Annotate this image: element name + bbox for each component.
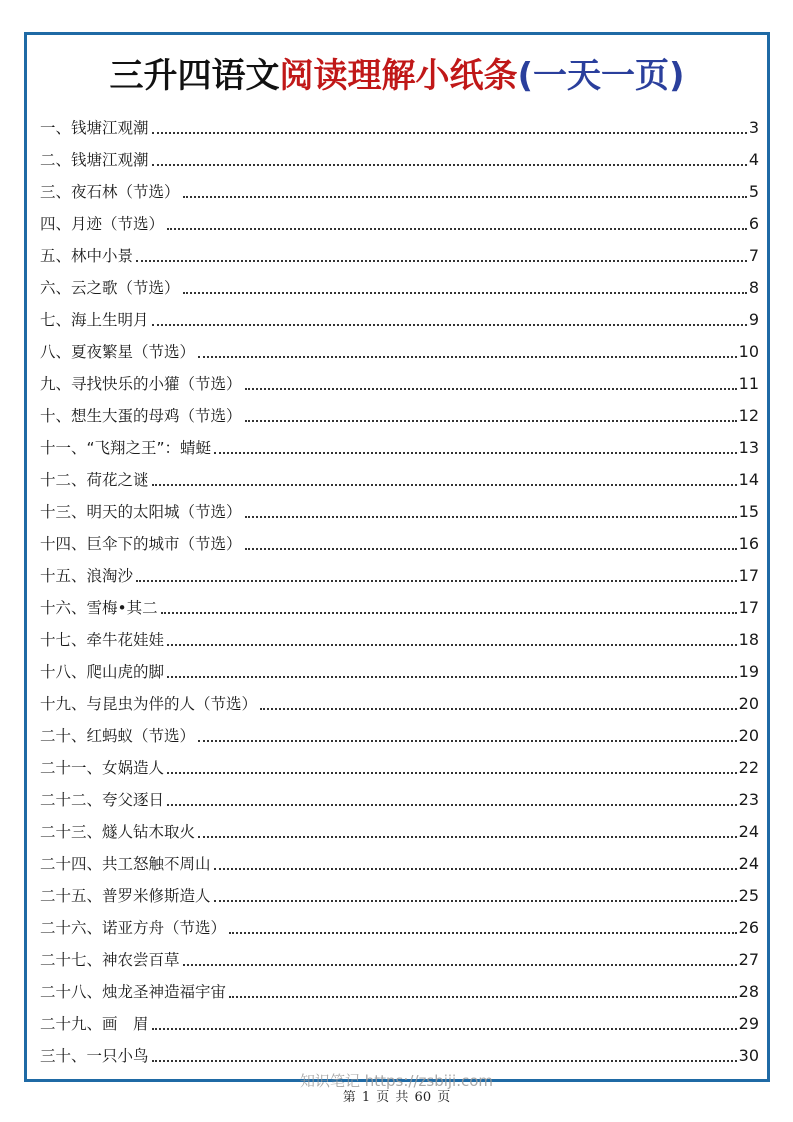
toc-entry-title: 十九、与昆虫为伴的人（节选） bbox=[40, 695, 258, 713]
dot-leader bbox=[167, 227, 747, 230]
dot-leader bbox=[183, 963, 737, 966]
dot-leader bbox=[183, 195, 747, 198]
toc-entry[interactable] bbox=[40, 175, 759, 207]
toc-entry-page-number: 24 bbox=[738, 853, 759, 873]
toc-entry-title: 十二、荷花之谜 bbox=[40, 471, 149, 489]
dot-leader bbox=[245, 419, 737, 422]
toc-entry-title: 十一、“飞翔之王”：蜻蜓 bbox=[40, 439, 212, 457]
toc-entry-title: 六、云之歌（节选） bbox=[40, 279, 180, 297]
toc-entry-page-number: 24 bbox=[738, 821, 759, 841]
toc-entry-title: 十六、雪梅•其二 bbox=[40, 599, 158, 617]
toc-entry[interactable] bbox=[40, 943, 759, 975]
toc-entry[interactable] bbox=[40, 143, 759, 175]
toc-entry-page-number: 18 bbox=[738, 629, 759, 649]
toc-entry-title: 九、寻找快乐的小獾（节选） bbox=[40, 375, 242, 393]
toc-entry-page-number: 9 bbox=[748, 309, 759, 329]
dot-leader bbox=[161, 611, 737, 614]
toc-entry-title: 二十七、神农尝百草 bbox=[40, 951, 180, 969]
title-frequency: (一天一页) bbox=[517, 56, 685, 96]
dot-leader bbox=[214, 867, 737, 870]
toc-entry-title: 七、海上生明月 bbox=[40, 311, 149, 329]
toc-entry[interactable] bbox=[40, 751, 759, 783]
toc-entry[interactable] bbox=[40, 783, 759, 815]
toc-entry-page-number: 17 bbox=[738, 565, 759, 585]
dot-leader bbox=[260, 707, 737, 710]
toc-entry-title: 二十九、画 眉 bbox=[40, 1015, 149, 1033]
toc-entry-title: 八、夏夜繁星（节选） bbox=[40, 343, 196, 361]
toc-entry-page-number: 20 bbox=[738, 725, 759, 745]
dot-leader bbox=[214, 899, 737, 902]
toc-entry-page-number: 22 bbox=[738, 757, 759, 777]
dot-leader bbox=[214, 451, 737, 454]
table-of-contents bbox=[40, 111, 759, 1071]
toc-entry[interactable] bbox=[40, 335, 759, 367]
dot-leader bbox=[183, 291, 747, 294]
toc-entry-title: 二十八、烛龙圣神造福宇宙 bbox=[40, 983, 227, 1001]
watermark: 知识笔记 https://zsbiji.com bbox=[299, 1072, 494, 1090]
toc-entry-page-number: 28 bbox=[738, 981, 759, 1001]
toc-entry[interactable] bbox=[40, 303, 759, 335]
toc-entry-title: 十四、巨伞下的城市（节选） bbox=[40, 535, 242, 553]
dot-leader bbox=[245, 515, 737, 518]
toc-entry-title: 二十五、普罗米修斯造人 bbox=[40, 887, 211, 905]
toc-entry-page-number: 4 bbox=[748, 149, 759, 169]
toc-entry-page-number: 27 bbox=[738, 949, 759, 969]
toc-entry-title: 二、钱塘江观潮 bbox=[40, 151, 149, 169]
toc-entry-title: 十、想生大蛋的母鸡（节选） bbox=[40, 407, 242, 425]
toc-entry-page-number: 23 bbox=[738, 789, 759, 809]
toc-entry-title: 一、钱塘江观潮 bbox=[40, 119, 149, 137]
toc-entry[interactable] bbox=[40, 399, 759, 431]
toc-entry-title: 二十四、共工怒触不周山 bbox=[40, 855, 211, 873]
toc-entry[interactable] bbox=[40, 847, 759, 879]
toc-entry[interactable] bbox=[40, 495, 759, 527]
dot-leader bbox=[152, 1027, 737, 1030]
toc-entry[interactable] bbox=[40, 719, 759, 751]
toc-entry-page-number: 19 bbox=[738, 661, 759, 681]
dot-leader bbox=[152, 1059, 737, 1062]
dot-leader bbox=[167, 771, 737, 774]
toc-entry-page-number: 10 bbox=[738, 341, 759, 361]
toc-entry[interactable] bbox=[40, 239, 759, 271]
toc-entry-page-number: 7 bbox=[748, 245, 759, 265]
toc-entry[interactable] bbox=[40, 431, 759, 463]
toc-entry-title: 十七、牵牛花娃娃 bbox=[40, 631, 165, 649]
toc-entry-page-number: 15 bbox=[738, 501, 759, 521]
toc-entry[interactable] bbox=[40, 271, 759, 303]
toc-entry-page-number: 11 bbox=[738, 373, 759, 393]
toc-entry[interactable] bbox=[40, 527, 759, 559]
toc-entry-title: 二十、红蚂蚁（节选） bbox=[40, 727, 196, 745]
title-grade: 三升四语文 bbox=[109, 56, 280, 96]
toc-entry[interactable] bbox=[40, 1007, 759, 1039]
toc-entry[interactable] bbox=[40, 687, 759, 719]
toc-entry-title: 三、夜石林（节选） bbox=[40, 183, 180, 201]
toc-entry-page-number: 30 bbox=[738, 1045, 759, 1065]
dot-leader bbox=[167, 643, 737, 646]
toc-entry-title: 二十二、夸父逐日 bbox=[40, 791, 165, 809]
toc-entry-title: 五、林中小景 bbox=[40, 247, 134, 265]
toc-entry-page-number: 16 bbox=[738, 533, 759, 553]
toc-entry-page-number: 29 bbox=[738, 1013, 759, 1033]
page-frame bbox=[24, 32, 770, 1082]
toc-entry-title: 二十三、燧人钻木取火 bbox=[40, 823, 196, 841]
toc-entry[interactable] bbox=[40, 623, 759, 655]
page-title bbox=[27, 53, 767, 99]
toc-entry-title: 二十一、女娲造人 bbox=[40, 759, 165, 777]
toc-entry[interactable] bbox=[40, 367, 759, 399]
toc-entry[interactable] bbox=[40, 879, 759, 911]
toc-entry-page-number: 6 bbox=[748, 213, 759, 233]
dot-leader bbox=[229, 995, 737, 998]
dot-leader bbox=[167, 803, 737, 806]
toc-entry[interactable] bbox=[40, 591, 759, 623]
toc-entry[interactable] bbox=[40, 975, 759, 1007]
toc-entry-title: 二十六、诺亚方舟（节选） bbox=[40, 919, 227, 937]
toc-entry-page-number: 3 bbox=[748, 117, 759, 137]
toc-entry-title: 四、月迹（节选） bbox=[40, 215, 165, 233]
toc-entry[interactable] bbox=[40, 1039, 759, 1071]
toc-entry[interactable] bbox=[40, 463, 759, 495]
toc-entry-page-number: 20 bbox=[738, 693, 759, 713]
toc-entry-page-number: 26 bbox=[738, 917, 759, 937]
toc-entry[interactable] bbox=[40, 815, 759, 847]
title-subject: 阅读理解小纸条 bbox=[279, 56, 518, 96]
toc-entry-page-number: 12 bbox=[738, 405, 759, 425]
dot-leader bbox=[167, 675, 737, 678]
toc-entry[interactable] bbox=[40, 655, 759, 687]
toc-entry-title: 三十、一只小鸟 bbox=[40, 1047, 149, 1065]
dot-leader bbox=[198, 355, 737, 358]
toc-entry-page-number: 8 bbox=[748, 277, 759, 297]
page-footer: 第 1 页 共 60 页 bbox=[342, 1090, 451, 1105]
toc-entry-page-number: 5 bbox=[748, 181, 759, 201]
dot-leader bbox=[136, 259, 747, 262]
dot-leader bbox=[136, 579, 737, 582]
dot-leader bbox=[152, 163, 747, 166]
toc-entry-title: 十三、明天的太阳城（节选） bbox=[40, 503, 242, 521]
dot-leader bbox=[152, 483, 737, 486]
toc-entry[interactable] bbox=[40, 111, 759, 143]
dot-leader bbox=[152, 131, 747, 134]
toc-entry[interactable] bbox=[40, 207, 759, 239]
toc-entry-title: 十八、爬山虎的脚 bbox=[40, 663, 165, 681]
dot-leader bbox=[229, 931, 737, 934]
toc-entry-page-number: 13 bbox=[738, 437, 759, 457]
dot-leader bbox=[245, 387, 737, 390]
dot-leader bbox=[152, 323, 747, 326]
toc-entry[interactable] bbox=[40, 559, 759, 591]
dot-leader bbox=[198, 739, 737, 742]
dot-leader bbox=[198, 835, 737, 838]
toc-entry-page-number: 14 bbox=[738, 469, 759, 489]
dot-leader bbox=[245, 547, 737, 550]
toc-entry-page-number: 25 bbox=[738, 885, 759, 905]
toc-entry-page-number: 17 bbox=[738, 597, 759, 617]
toc-entry[interactable] bbox=[40, 911, 759, 943]
toc-entry-title: 十五、浪淘沙 bbox=[40, 567, 134, 585]
